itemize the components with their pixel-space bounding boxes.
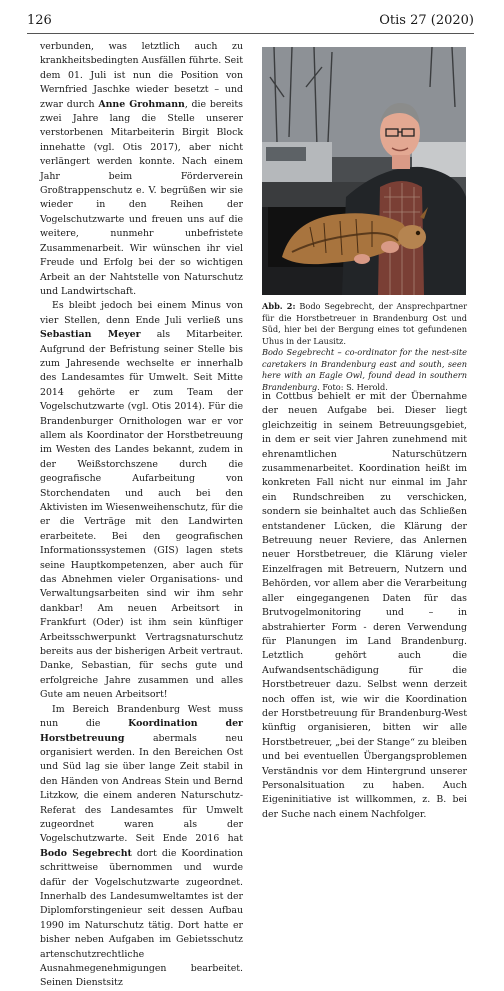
- page-header: [0, 0, 504, 30]
- paragraph-horstbetreuung: Im Bereich Brandenburg West muss nun die Koordination der Horstbetreuung abermals neu organisiert werden. In den Bereichen Ost und Süd lag sie über lange Zeit stabil in den Händen von Andreas Stein und Bernd Litzkow, die einem anderen Naturschutz-Referat des Landesamtes für Umwelt zugeordnet waren als der Vogelschutzwarte. Seit Ende 2016 hat Bodo Segebrecht dort die Koordination schrittweise übernommen und wurde dafür der Vogelschutzwarte zugeordnet. Innerhalb des Landesumweltamtes ist der Diplomforstingenieur seit dessen Aufbau 1990 im Naturschutz tätig. Dort hatte er bisher neben Aufgaben im Gebietsschutz artenschutzrechtliche Ausnahmegenehmigungen bearbeitet. Seinen Dienstsitz: [40, 703, 243, 989]
- right-text-column: [262, 390, 467, 822]
- figure-caption: [262, 301, 467, 393]
- caption-german: Abb. 2: Bodo Segebrecht, der Ansprechpartner für die Horstbetreuer in Brandenburg Ost und Süd, hier bei der Bergung eines tot gefundenen Uhus in der Lausitz.: [262, 301, 467, 346]
- page-number: 126: [27, 13, 52, 28]
- left-text-column: [40, 40, 243, 991]
- header-rule: [27, 33, 474, 34]
- photo-segebrecht-eagle-owl: [262, 47, 466, 295]
- paragraph-coordination: in Cottbus behielt er mit der Übernahme der neuen Aufgabe bei. Dieser liegt gleichzeitig in seinem Betreuungsgebiet, in dem er seit vier Jahren zunehmend mit ehrenamtlichen Naturschützern zusammenarbeitet. Koordination heißt im konkreten Fall nicht nur einmal im Jahr ein Rundschreiben zu verschicken, sondern sie beinhaltet auch das Schließen entstandener Lücken, die Klärung der Betreuung neuer Reviere, das Anlernen neuer Horstbetreuer, die Klärung vieler Einzelfragen mit Betreuern, Nutzern und Behörden, vor allem aber die Verarbeitung aller eingegangenen Daten für das Brutvogelmonitoring und – in abstrahierter Form - deren Verwendung für Planungen im Land Brandenburg. Letztlich gehört auch die Aufwandsentschädigung für die Horstbetreuer dazu. Selbst wenn derzeit noch offen ist, wie wir die Koordination der Horstbetreuung für Brandenburg-West künftig organisieren, bitten wir alle Horstbetreuer, „bei der Stange“ zu bleiben und bei eventuellen Übergangsproblemen Verständnis vor dem Hintergrund unserer Personalsituation zu haben. Auch Eigeninitiative ist willkommen, z. B. bei der Suche nach einem Nachfolger.: [262, 391, 467, 820]
- paragraph-staff-grohmann: verbunden, was letztlich auch zu krankheitsbedingten Ausfällen führte. Seit dem 01. Juli ist nun die Position von Wernfried Jaschke wieder besetzt – und zwar durch Anne Grohmann, die bereits zwei Jahre lang die Stelle unserer verstorbenen Mitarbeiterin Birgit Block innehatte (vgl. Otis 2017), aber nicht verlängert werden konnte. Nach einem Jahr beim Förderverein Großtrappenschutz e. V. begrüßen wir sie wieder in den Reihen der Vogelschutzwarte und freuen uns auf die weitere, nunmehr unbefristete Zusammenarbeit. Wir wünschen ihr viel Freude und Erfolg bei der so wichtigen Arbeit an der Nahtstelle von Naturschutz und Landwirtschaft.: [40, 41, 243, 297]
- paragraph-staff-meyer: Es bleibt jedoch bei einem Minus von vier Stellen, denn Ende Juli verließ uns Sebastian Meyer als Mitarbeiter. Aufgrund der Befristung seiner Stelle bis zum Jahresende wechselte er innerhalb des Landesamtes für Umwelt. Seit Mitte 2014 gehörte er zum Team der Vogelschutzwarte (vgl. Otis 2014). Für die Brandenburger Ornithologen war er vor allem als Koordinator der Horstbetreuung im Westen des Landes bekannt, zudem in der Weißstorchszene durch die geografische Aufarbeitung von Storchendaten und auch bei den Aktivisten im Wiesenweihenschutz, für die er die Verträge mit den Landwirten erarbeitete. Bei den geografischen Informationssystemen (GIS) lagen stets seine Hauptkompetenzen, aber auch für das Abnehmen vieler Organisations- und Verwaltungsarbeiten sind wir ihm sehr dankbar! Am neuen Arbeitsort in Frankfurt (Oder) ist ihm sein künftiger Arbeitsschwerpunkt Vertragsnaturschutz bereits aus der bisherigen Arbeit vertraut. Danke, Sebastian, für sechs gute und erfolgreiche Jahre zusammen und alles Gute am neuen Arbeitsort!: [40, 300, 243, 701]
- photo-credit: Foto: S. Herold.: [319, 381, 388, 392]
- journal-title: Otis 27 (2020): [379, 13, 474, 28]
- caption-english: Bodo Segebrecht – co-ordinator for the nest-site caretakers in Brandenburg east and south, seen here with an Eagle Owl, found dead in southern Brandenburg. Foto: S. Herold.: [262, 347, 467, 392]
- caption-label: Abb. 2:: [262, 301, 296, 311]
